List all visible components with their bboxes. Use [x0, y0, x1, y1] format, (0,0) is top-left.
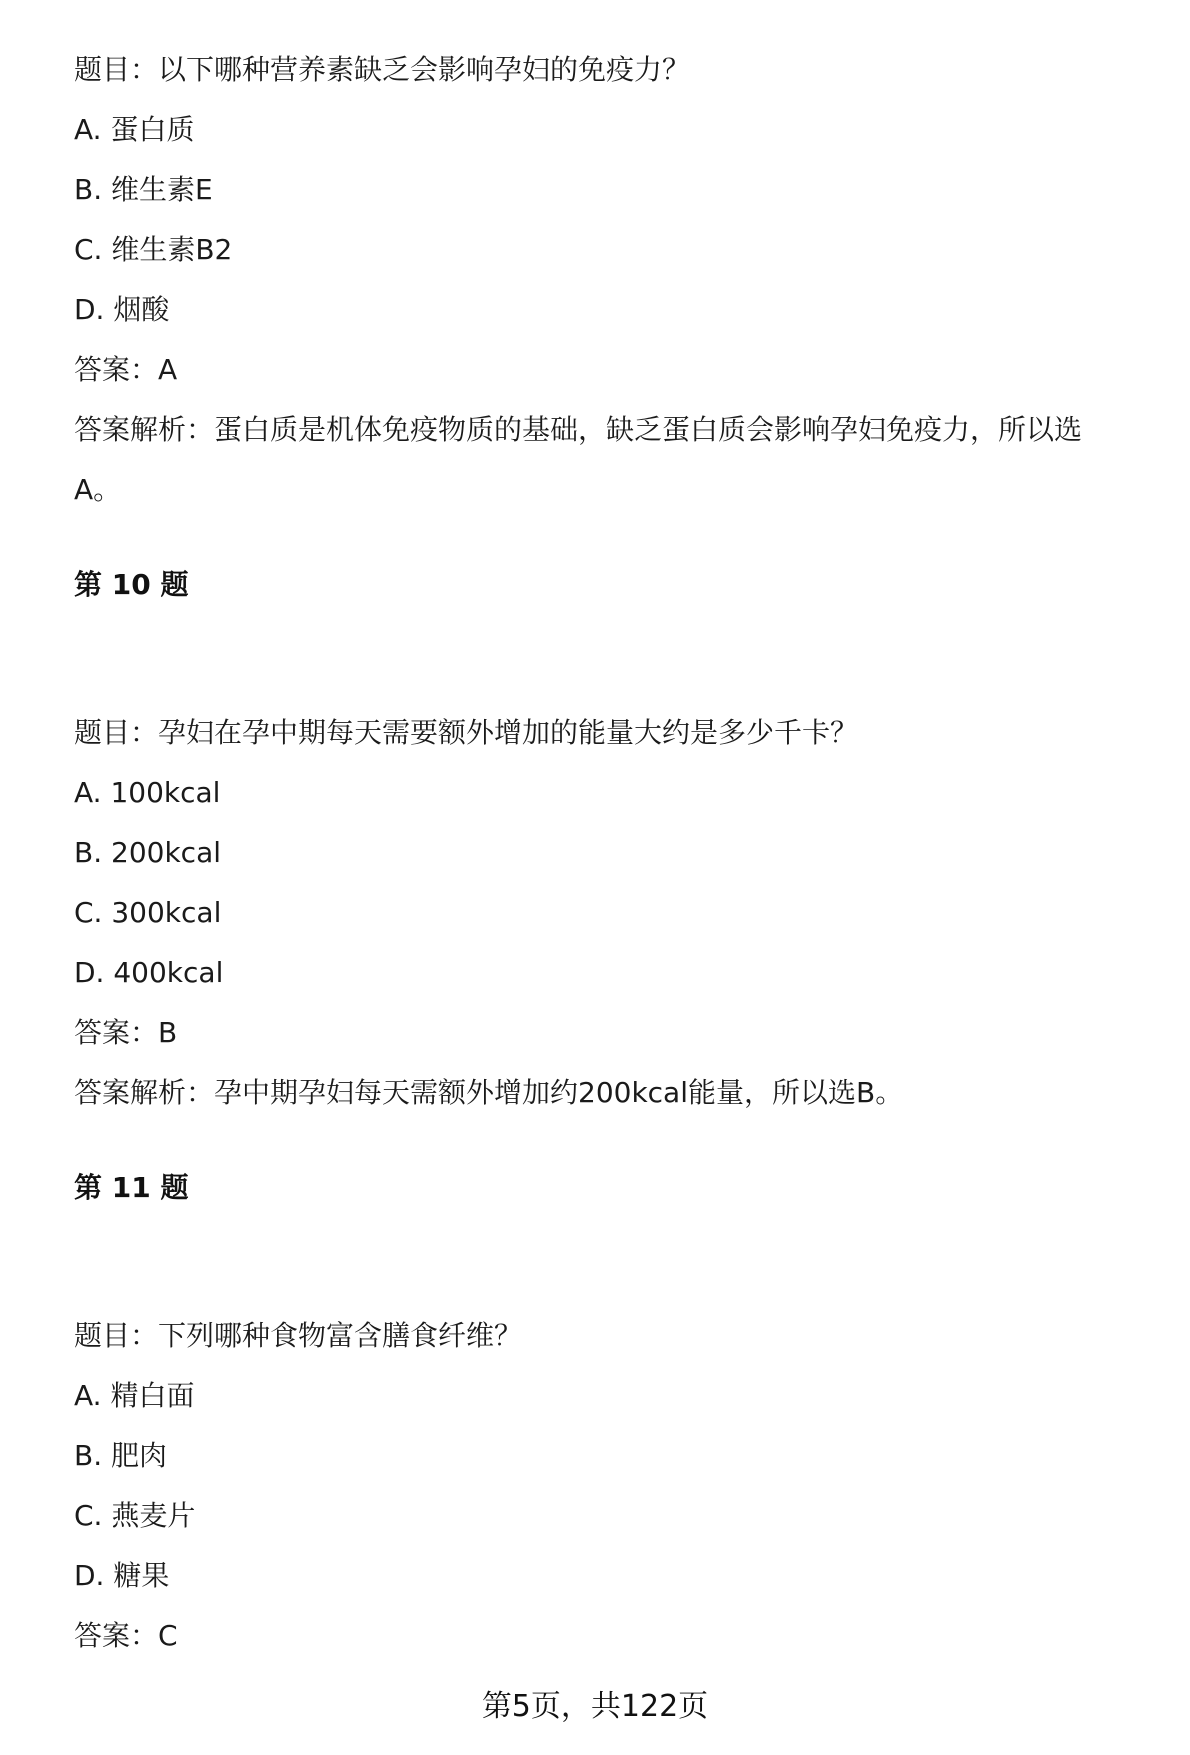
question-10-option-a: A. 100kcal	[74, 776, 221, 809]
question-9-option-d: D. 烟酸	[74, 293, 170, 326]
question-9-text: 题目：以下哪种营养素缺乏会影响孕妇的免疫力？	[74, 53, 691, 86]
question-10-text: 题目：孕妇在孕中期每天需要额外增加的能量大约是多少千卡？	[74, 716, 859, 749]
question-9-answer: 答案：A	[74, 353, 178, 386]
question-11-option-d: D. 糖果	[74, 1559, 170, 1592]
question-10-option-d: D. 400kcal	[74, 956, 224, 989]
question-9-analysis: 答案解析：蛋白质是机体免疫物质的基础，缺乏蛋白质会影响孕妇免疫力，所以选	[74, 413, 1083, 446]
question-11-option-b: B. 肥肉	[74, 1439, 168, 1472]
question-10-heading: 第 10 题	[74, 568, 189, 601]
question-10-answer: 答案：B	[74, 1016, 178, 1049]
question-11-option-a: A. 精白面	[74, 1379, 195, 1412]
question-9-option-b: B. 维生素E	[74, 173, 213, 206]
question-10-option-b: B. 200kcal	[74, 836, 221, 869]
question-9-option-c: C. 维生素B2	[74, 233, 233, 266]
question-11-text: 题目：下列哪种食物富含膳食纤维？	[74, 1319, 523, 1352]
question-9-option-a: A. 蛋白质	[74, 113, 195, 146]
question-11-answer: 答案：C	[74, 1619, 178, 1652]
question-11-option-c: C. 燕麦片	[74, 1499, 196, 1532]
question-11-heading: 第 11 题	[74, 1171, 189, 1204]
question-9-analysis-continued: A。	[74, 473, 122, 506]
question-10-option-c: C. 300kcal	[74, 896, 222, 929]
question-10-analysis: 答案解析：孕中期孕妇每天需额外增加约200kcal能量，所以选B。	[74, 1076, 904, 1109]
page-number-footer: 第5页，共122页	[481, 1689, 709, 1724]
